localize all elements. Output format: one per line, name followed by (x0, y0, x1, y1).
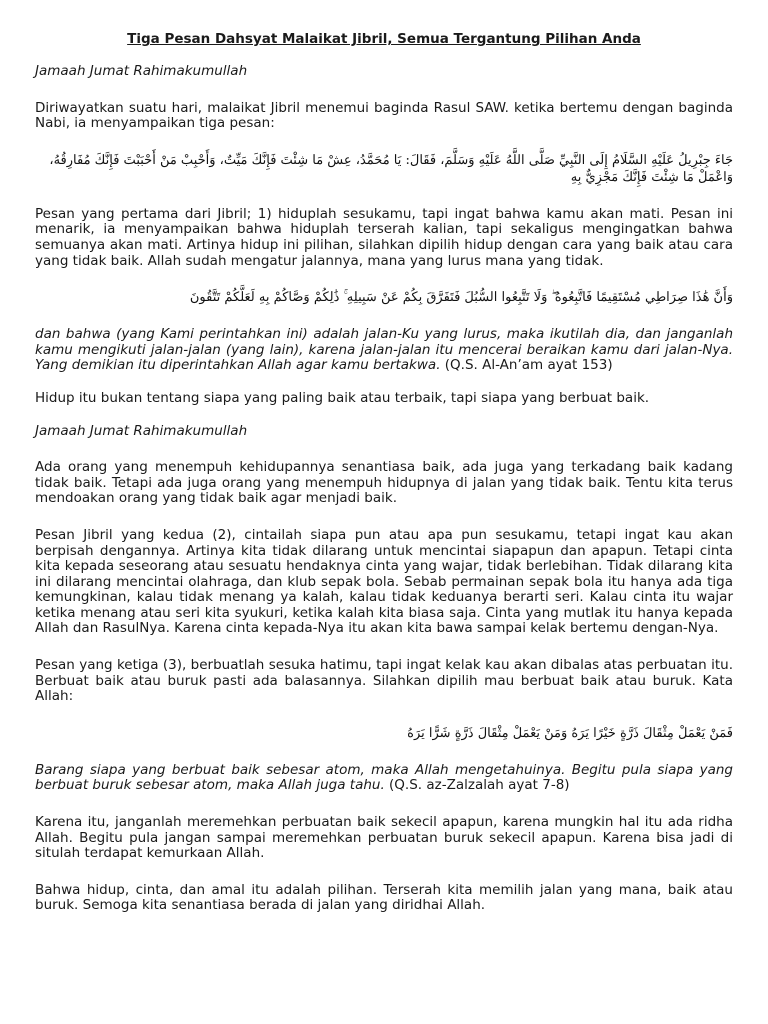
second-message-paragraph: Pesan Jibril yang kedua (2), cintailah siapa pun atau apa pun sesukamu, tetapi ingat kau akan berpisah dengannya. Artinya kita tidak dilarang untuk mencintai siapapun dan apapun. Tetapi cinta kita kepada seseorang atau sesuatu hendaknya cinta yang wajar, tidak berlebihan. Tidak dilarang kita ini dilarang mencintai olahraga, dan klub sepak bola. Sebab permainan sepak bola itu hanya ada tiga kemungkinan, kalau tidak menang ya kalah, kalau tidak keduanya berarti seri. Kalau cinta itu wajar ketika menang atau seri kita syukuri, ketika kalah kita biasa saja. Cinta yang mutlak itu hanya kepada Allah dan RasulNya. Karena cinta kepada-Nya itu akan kita bawa sampai kelak bertemu dengan-Nya. (35, 526, 733, 637)
verse-citation: (Q.S. Al-An’am ayat 153) (440, 357, 613, 374)
verse-translation-paragraph (35, 327, 733, 374)
people-paragraph: Ada orang yang menempuh kehidupannya senantiasa baik, ada juga yang terkadang baik kadang tidak baik. Tetapi ada juga orang yang menempuh hidupnya di jalan yang tidak baik. Tentu kita terus mendoakan orang yang tidak baik agar menjadi baik. (35, 459, 733, 507)
verse-translation-paragraph (35, 763, 733, 794)
closing-paragraph: Bahwa hidup, cinta, dan amal itu adalah pilihan. Terserah kita memilih jalan yang mana, baik atau buruk. Semoga kita senantiasa berada di jalan yang diridhai Allah. (35, 881, 733, 914)
verse-translation-text: Barang siapa yang berbuat baik sebesar atom, maka Allah mengetahuinya. Begitu pula siapa yang berbuat buruk sebesar atom, maka Allah juga tahu. (35, 761, 733, 794)
greeting-text: Jamaah Jumat Rahimakumullah (35, 63, 248, 79)
document-title: Tiga Pesan Dahsyat Malaikat Jibril, Semua Tergantung Pilihan Anda (127, 31, 641, 47)
document-page (35, 30, 733, 914)
arabic-verse-text: وَأَنَّ هَٰذَا صِرَاطِي مُسْتَقِيمًا فَاتَّبِعُوهُ ۖ وَلَا تَتَّبِعُوا السُّبُلَ فَتَفَرَّقَ بِكُمْ عَنْ سَبِيلِهِ ۚ ذَٰلِكُمْ وَصَّاكُمْ بِهِ لَعَلَّكُمْ تَتَّقُونَ (189, 290, 733, 306)
life-paragraph: Hidup itu bukan tentang siapa yang paling baik atau terbaik, tapi siapa yang berbuat baik. (35, 389, 650, 406)
first-message-paragraph: Pesan yang pertama dari Jibril; 1) hiduplah sesukamu, tapi ingat bahwa kamu akan mati. Pesan ini menarik, ia menyampaikan bahwa hiduplah terserah kalian, tapi sekaligus mengingatkan bahwa semuanya akan mati. Artinya hidup ini pilihan, silahkan dipilih hidup dengan cara yang baik atau cara yang tidak baik. Allah sudah mengatur jalannya, mana yang lurus mana yang tidak. (35, 205, 733, 269)
therefore-paragraph: Karena itu, janganlah meremehkan perbuatan baik sekecil apapun, karena mungkin hal itu ada ridha Allah. Begitu pula jangan sampai meremehkan perbuatan buruk sekecil apapun. Karena bisa jadi di situlah terdapat kemurkaan Allah. (35, 814, 733, 862)
intro-paragraph: Diriwayatkan suatu hari, malaikat Jibril menemui baginda Rasul SAW. ketika bertemu dengan baginda Nabi, ia menyampaikan tiga pesan: (35, 99, 733, 132)
verse-citation: (Q.S. az-Zalzalah ayat 7-8) (384, 777, 570, 794)
arabic-verse-text: فَمَنْ يَعْمَلْ مِثْقَالَ ذَرَّةٍ خَيْرًا يَرَهُ وَمَنْ يَعْمَلْ مِثْقَالَ ذَرَّةٍ شَرًّا يَرَهُ (407, 725, 733, 741)
verse-translation-text: dan bahwa (yang Kami perintahkan ini) adalah jalan-Ku yang lurus, maka ikutilah dia, dan janganlah kamu mengikuti jalan-jalan (yang lain), karena jalan-jalan itu mencerai beraikan kamu dari jalan-Nya. Yang demikian itu diperintahkan Allah agar kamu bertakwa. (35, 326, 733, 374)
third-message-paragraph: Pesan yang ketiga (3), berbuatlah sesuka hatimu, tapi ingat kelak kau akan dibalas atas perbuatan itu. Berbuat baik atau buruk pasti ada balasannya. Silahkan dipilih mau berbuat baik atau buruk. Kata Allah: (35, 657, 733, 705)
arabic-hadith-text: جَاءَ جِبْرِيلُ عَلَيْهِ السَّلَامُ إِلَى النَّبِيِّ صَلَّى اللَّهُ عَلَيْهِ وَسَلَّمَ، فَقَالَ: يَا مُحَمَّدُ، عِشْ مَا شِئْتَ فَإِنَّكَ مَيِّتٌ، وَأَحْبِبْ مَنْ أَحْبَبْتَ فَإِنَّكَ مُفَارِقُهُ، وَاعْمَلْ مَا شِئْتَ فَإِنَّكَ مَجْزِيٌّ بِهِ (49, 152, 733, 185)
greeting-text: Jamaah Jumat Rahimakumullah (35, 422, 248, 439)
